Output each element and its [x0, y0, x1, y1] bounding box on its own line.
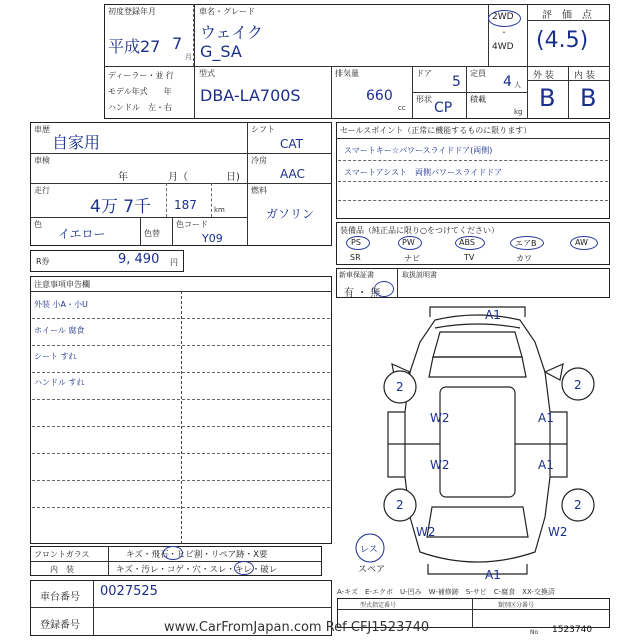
- first-reg-label: 初度登録年月: [108, 7, 156, 16]
- note-line-4: ハンドル すれ: [34, 378, 85, 387]
- front-glass-value: キズ・飛石・ヒビ割・リペア跡・X要: [126, 550, 268, 560]
- type-number-label: 型式指定番号: [360, 602, 397, 609]
- mark-left-quarter: W2: [416, 525, 436, 539]
- cc-unit: cc: [398, 104, 406, 112]
- mark-right-quarter: W2: [548, 525, 568, 539]
- shaken-day: 日): [226, 172, 240, 183]
- shape-label: 形状: [416, 95, 432, 104]
- displacement-label: 排気量: [335, 69, 359, 78]
- inspect-type-label: 車歴: [34, 125, 50, 134]
- capacity-label: 定員: [470, 69, 486, 78]
- watermark: www.CarFromJapan.com Ref CFJ1523740: [164, 620, 430, 635]
- chassis-label: 車台番号: [40, 592, 80, 603]
- shaken-year: 年: [118, 172, 128, 183]
- color-code: Y09: [202, 232, 223, 245]
- sales-point-2: スマートアシスト 両側パワースライドドア: [344, 168, 503, 177]
- shift: CAT: [280, 137, 303, 151]
- front-glass-label: フロントガラス: [34, 550, 90, 559]
- class-number-label: 類別区分番号: [498, 602, 535, 609]
- equip-pw: PW: [402, 238, 415, 247]
- color-label: 色: [34, 220, 42, 229]
- yen-unit: 円: [170, 258, 178, 267]
- warranty-label: 新車保証書: [339, 271, 374, 279]
- interior-cond-value: キズ・汚レ・コゲ・穴・スレ・キレ・破レ: [116, 565, 278, 575]
- header-box: [104, 4, 610, 119]
- shape: CP: [434, 100, 453, 116]
- lot-number: 1523740: [552, 625, 593, 635]
- interior-grade: B: [580, 84, 597, 112]
- reg-label: 登録番号: [40, 620, 80, 631]
- equip-leather: カワ: [516, 254, 532, 263]
- ac-label: 冷房: [251, 156, 267, 165]
- spare-label: スペア: [358, 565, 386, 575]
- spare-note: レス: [360, 545, 378, 555]
- shift-label: シフト: [251, 125, 275, 134]
- load-label: 積載: [470, 95, 486, 104]
- car-name: ウェイク: [200, 23, 264, 42]
- displacement: 660: [366, 88, 393, 104]
- interior-label: 内 装: [574, 71, 595, 81]
- shaken-label: 車検: [34, 156, 50, 165]
- color-swap-label: 色替: [144, 229, 160, 238]
- equipment-title: 装備品（純正品に限り○をつけてください）: [340, 226, 499, 235]
- score-label: 評 価 点: [542, 10, 592, 21]
- dealer-label: ディーラー・並 行: [108, 71, 174, 80]
- handle-label: ハンドル 左・右: [108, 103, 172, 112]
- capacity: 4: [503, 74, 512, 90]
- first-reg-month: 7: [172, 34, 183, 53]
- mark-tire-rr: 2: [574, 498, 582, 512]
- chassis-number: 0027525: [100, 584, 158, 599]
- doors: 5: [452, 74, 461, 90]
- notes-title: 注意事項申告欄: [34, 280, 90, 289]
- km-unit: km: [214, 206, 225, 214]
- model-year-label: モデル年式 年: [108, 87, 172, 96]
- equip-airbag: エアB: [515, 239, 537, 248]
- color-code-label: 色コード: [176, 220, 208, 229]
- exterior-label: 外 装: [533, 71, 554, 81]
- ac: AAC: [280, 167, 305, 181]
- sales-point-1: スマートキー☆パワースライドドア(両側): [344, 146, 493, 155]
- equip-tv: TV: [464, 253, 475, 262]
- person-unit: 人: [514, 81, 521, 89]
- first-reg-era: 平成27: [108, 37, 161, 56]
- month-unit: 月: [185, 53, 192, 61]
- type-label: 型式: [199, 69, 215, 78]
- color: イエロー: [58, 227, 106, 241]
- recycle-label: R券: [36, 257, 50, 266]
- mark-right-front: A1: [538, 411, 554, 425]
- sales-points-title: セールスポイント（正常に機能するものに限ります）: [340, 126, 532, 135]
- mileage: 4万 7千: [90, 197, 152, 217]
- legend-text: A-キズ E-エクボ U-凹み W-補修跡 S-サビ C-腐食 XX-交換済: [337, 588, 555, 596]
- mileage-sub: 187: [174, 198, 197, 212]
- fuel: ガソリン: [266, 207, 315, 221]
- equip-ps: PS: [351, 238, 361, 247]
- model-code: DBA-LA700S: [200, 86, 301, 105]
- note-line-3: シート すれ: [34, 352, 77, 361]
- recycle-box: [30, 250, 184, 272]
- grade: G_SA: [200, 42, 242, 61]
- exterior-grade: B: [539, 84, 556, 112]
- warranty-value: 有 ・ 無: [344, 288, 381, 299]
- kg-unit: kg: [514, 108, 523, 116]
- equip-abs: ABS: [459, 238, 475, 247]
- note-line-2: ホイール 腐食: [34, 326, 85, 335]
- mark-tire-rl: 2: [396, 498, 404, 512]
- interior-cond-label: 内 装: [50, 565, 74, 574]
- mark-left-front: W2: [430, 411, 450, 425]
- score-value: (4.5): [536, 28, 589, 53]
- drive-dot: ・: [500, 28, 508, 37]
- mark-right-rear: A1: [538, 458, 554, 472]
- drive-4wd: 4WD: [492, 42, 514, 52]
- mark-left-rear: W2: [430, 458, 450, 472]
- mark-tire-fl: 2: [396, 380, 404, 394]
- drive-2wd: 2WD: [492, 12, 514, 22]
- car-diagram: [340, 302, 615, 582]
- mark-rear: A1: [485, 568, 501, 582]
- fuel-label: 燃料: [251, 186, 267, 195]
- manual-label: 取扱説明書: [402, 271, 437, 279]
- doors-label: ドア: [416, 69, 432, 78]
- equip-sr: SR: [350, 253, 361, 262]
- shaken-month: 月（: [168, 172, 188, 183]
- mark-front: A1: [485, 308, 501, 322]
- mark-tire-fr: 2: [574, 378, 582, 392]
- equip-aw: AW: [575, 238, 588, 247]
- recycle-value: 9, 490: [118, 252, 160, 267]
- mileage-label: 走行: [34, 186, 50, 195]
- car-name-label: 車名・グレード: [199, 7, 255, 16]
- note-line-1: 外装 小A・小U: [34, 300, 88, 309]
- no-label: No: [530, 629, 539, 636]
- equip-navi: ナビ: [404, 254, 420, 263]
- inspect-type: 自家用: [52, 133, 101, 152]
